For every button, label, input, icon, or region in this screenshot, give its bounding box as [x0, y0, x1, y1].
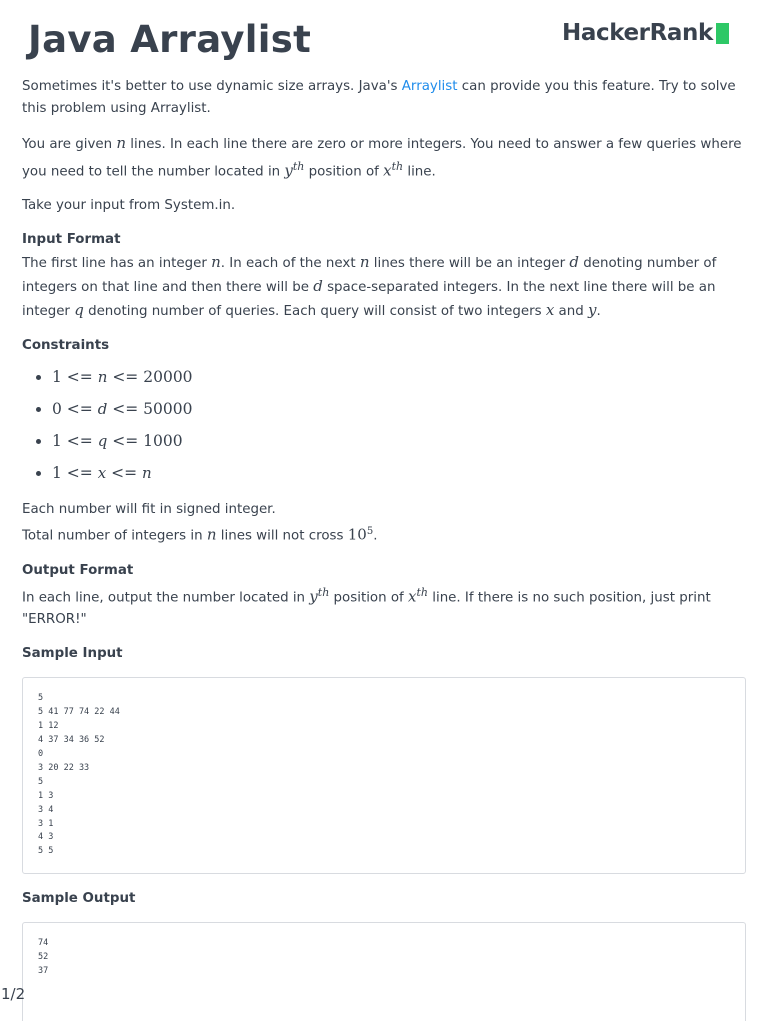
math-th: th — [317, 585, 330, 599]
constraint-lo: 0 — [52, 400, 62, 419]
sample-input-box — [22, 677, 746, 874]
constraint-op: <= — [61, 368, 98, 387]
math-y: y — [588, 301, 597, 320]
code-line: 1 3 — [38, 790, 54, 801]
given-text: line. — [403, 164, 436, 180]
code-line: 5 41 77 74 22 44 — [38, 707, 120, 718]
intro-paragraph — [22, 76, 746, 120]
math-n: n — [359, 253, 370, 272]
logo-block-icon — [716, 23, 729, 44]
given-paragraph — [22, 132, 746, 183]
math-exponent: 5 — [366, 526, 374, 538]
math-d: d — [569, 253, 579, 272]
math-x: x — [383, 161, 392, 180]
constraint-item — [52, 457, 746, 489]
math-x: x — [545, 301, 555, 320]
given-text: You are given — [22, 137, 117, 152]
constraint-op: <= — [107, 368, 144, 387]
constraint-var: n — [97, 368, 108, 387]
constraint-lo: 1 — [52, 432, 62, 451]
problem-statement — [22, 76, 746, 1035]
math-n: n — [116, 134, 127, 152]
input-text: and — [554, 304, 589, 320]
math-d: d — [313, 277, 323, 296]
given-text: lines. In each line there are zero or more integers. You need to answer a few queries where you need to tell the number located in — [22, 137, 742, 180]
output-format-heading: Output Format — [22, 562, 134, 578]
constraints-notes — [22, 499, 746, 547]
math-q: q — [74, 301, 84, 320]
code-line: 0 — [38, 749, 44, 760]
page-title: Java Arraylist — [28, 18, 312, 61]
constraint-hi: n — [142, 464, 152, 483]
constraint-var: d — [97, 400, 108, 419]
constraint-op: <= — [107, 400, 144, 419]
constraints-heading: Constraints — [22, 338, 110, 354]
constraint-item — [52, 425, 746, 457]
constraint-hi: 50000 — [143, 400, 193, 419]
input-text: . In each of the next — [220, 256, 360, 272]
code-line: 74 — [38, 938, 49, 949]
constraint-note: Total number of integers in — [22, 528, 207, 544]
sample-output-box — [22, 922, 746, 1021]
code-line: 3 4 — [38, 804, 54, 815]
input-format-paragraph — [22, 251, 746, 323]
output-text: position of — [329, 590, 409, 606]
sample-output-heading: Sample Output — [22, 891, 136, 907]
constraint-var: q — [97, 432, 108, 451]
output-text: In each line, output the number located in — [22, 590, 310, 606]
constraint-var: x — [97, 464, 107, 483]
code-line: 3 20 22 33 — [38, 762, 90, 773]
constraint-op: <= — [106, 464, 143, 483]
code-line: 3 1 — [38, 818, 54, 829]
code-line: 37 — [38, 966, 49, 977]
constraints-list — [22, 361, 746, 489]
math-x: x — [408, 587, 417, 606]
constraint-lo: 1 — [52, 464, 62, 483]
constraint-hi: 20000 — [143, 368, 193, 387]
input-text: . — [596, 304, 601, 320]
constraint-op: <= — [61, 432, 98, 451]
math-th: th — [416, 585, 428, 599]
code-line: 4 37 34 36 52 — [38, 735, 105, 746]
math-th: th — [391, 160, 404, 173]
input-text: space-separated integers. In the next line there will be an integer — [22, 280, 716, 320]
intro-text: Sometimes it's better to use dynamic size arrays. Java's — [22, 79, 402, 94]
code-line: 5 — [38, 776, 44, 787]
constraint-note: Each number will fit in signed integer. — [22, 502, 276, 518]
constraint-lo: 1 — [52, 368, 62, 387]
code-line: 5 — [38, 693, 44, 704]
output-format-paragraph — [22, 582, 746, 631]
hackerrank-logo — [562, 20, 729, 46]
code-line: 52 — [38, 952, 49, 963]
math-th: th — [292, 160, 305, 173]
constraint-op: <= — [61, 464, 98, 483]
constraint-op: <= — [61, 400, 98, 419]
math-base: 10 — [347, 525, 367, 544]
output-text: line. If there is no such position, just print "ERROR!" — [22, 590, 711, 628]
math-n: n — [211, 253, 221, 272]
code-line: 4 3 — [38, 832, 54, 843]
given-text: position of — [304, 164, 384, 180]
constraint-item — [52, 361, 746, 393]
input-text: denoting number of integers on that line and then there will be — [22, 256, 717, 296]
math-y: y — [284, 161, 293, 180]
code-line: 1 12 — [38, 721, 59, 732]
math-y: y — [309, 587, 318, 606]
constraint-note: . — [373, 528, 378, 544]
code-line: 5 5 — [38, 846, 54, 857]
input-text: The first line has an integer — [22, 256, 212, 272]
constraint-hi: 1000 — [143, 432, 183, 451]
sample-input-heading: Sample Input — [22, 646, 123, 662]
page-indicator: 1/2 — [1, 985, 26, 1003]
input-format-heading: Input Format — [22, 232, 121, 248]
input-note: Take your input from System.in. — [22, 198, 236, 214]
input-text: lines there will be an integer — [369, 256, 570, 272]
constraint-note: lines will not cross — [216, 528, 348, 544]
arraylist-link[interactable]: Arraylist — [401, 79, 458, 94]
logo-text: HackerRank — [562, 20, 713, 46]
constraint-item — [52, 393, 746, 425]
intro-text-end: can provide you this feature. Try to solve this problem using Arraylist. — [22, 79, 736, 116]
input-text: denoting number of queries. Each query will consist of two integers — [83, 304, 546, 320]
constraint-op: <= — [107, 432, 144, 451]
math-n: n — [206, 525, 217, 544]
